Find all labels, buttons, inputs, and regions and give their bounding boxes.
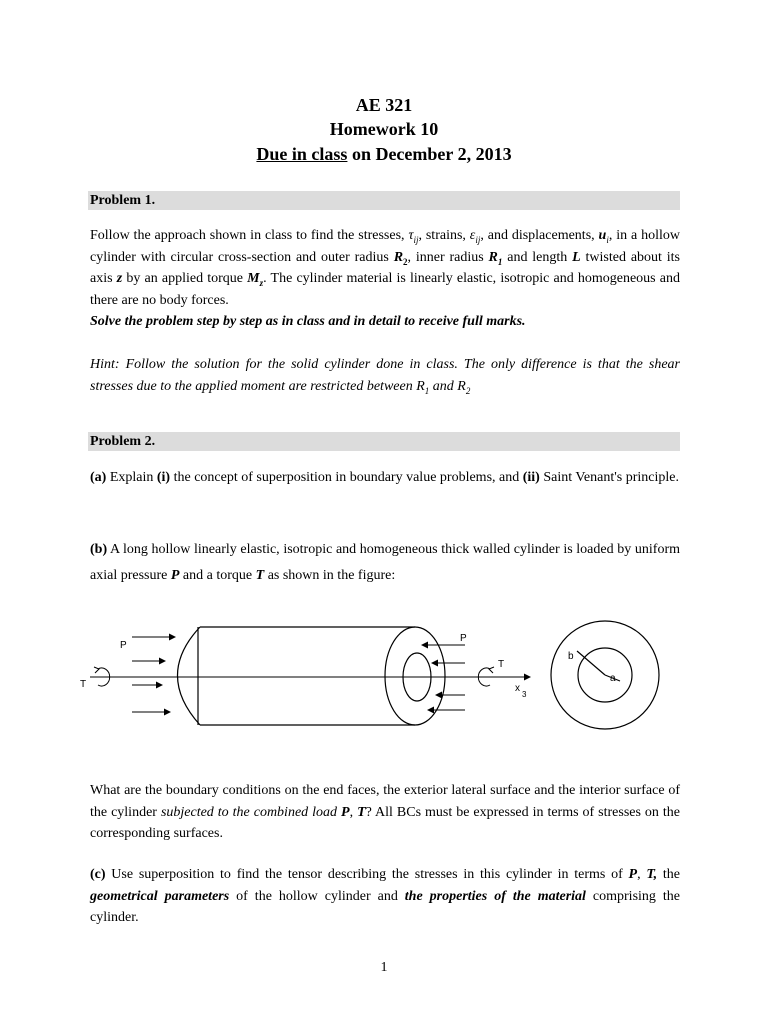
page-number: 1	[380, 960, 388, 975]
due-underlined: Due in class	[256, 144, 348, 164]
cross-section	[551, 621, 659, 729]
left-pressure-arrows	[132, 637, 175, 712]
label-t-left: T	[80, 679, 87, 690]
label-p-right: P	[460, 633, 467, 644]
problem2-heading: Problem 2.	[88, 432, 680, 451]
homework-title: Homework 10	[329, 119, 439, 139]
problem2-bc-question: What are the boundary conditions on the end faces, the exterior lateral surface and the interior surface of the cylinder subjected to the combined load P, T? All BCs must be expressed in terms of stresses on the corresponding surfaces.	[90, 783, 680, 841]
label-x: x	[515, 683, 520, 694]
due-date: on December 2, 2013	[347, 144, 512, 164]
cylinder-body	[178, 627, 446, 725]
problem1-heading: Problem 1.	[88, 191, 680, 210]
due-line	[0, 144, 768, 165]
label-b: b	[568, 651, 574, 662]
hollow-cylinder-figure	[70, 615, 690, 735]
problem2-part-a: (a) Explain (i) the concept of superposition in boundary value problems, and (ii) Saint Venant's principle.	[90, 470, 679, 485]
label-t-right: T	[498, 659, 505, 670]
course-title: AE 321	[355, 95, 413, 115]
problem2-part-c: (c) Use superposition to find the tensor describing the stresses in this cylinder in terms of P, T, the geometrical parameters of the hollow cylinder and the properties of the material comprising the cylinder.	[90, 867, 681, 925]
problem1-text: Follow the approach shown in class to find the stresses, $\tau_{ij}$, strains, $\varepsilon_{ij}$, and displacements, $u_i$, in a hollow cylinder with circular cross-section and outer radius $R_2$, inner radius $R_1$ and length L twisted about its axis z by an applied torque $M_z$. The cylinder material is linearly elastic, isotropic and homogeneous and there are no body forces. Solve the problem step by step as in class and in detail to receive full marks.	[90, 228, 680, 329]
problem1-hint: Hint: Follow the solution for the solid cylinder done in class. The only difference is that the shear stresses due to the applied moment are restricted between $R_1$ and $R_2$	[90, 357, 680, 396]
label-x-sub: 3	[522, 690, 527, 699]
label-p-left: P	[120, 640, 127, 651]
label-a: a	[610, 673, 616, 684]
problem2-part-b: (b) A long hollow linearly elastic, isotropic and homogeneous thick walled cylinder is loaded by uniform axial pressure P and a torque T as shown in the figure:	[90, 542, 680, 583]
problem1-instruction: Solve the problem step by step as in class and in detail to receive full marks.	[90, 314, 526, 329]
